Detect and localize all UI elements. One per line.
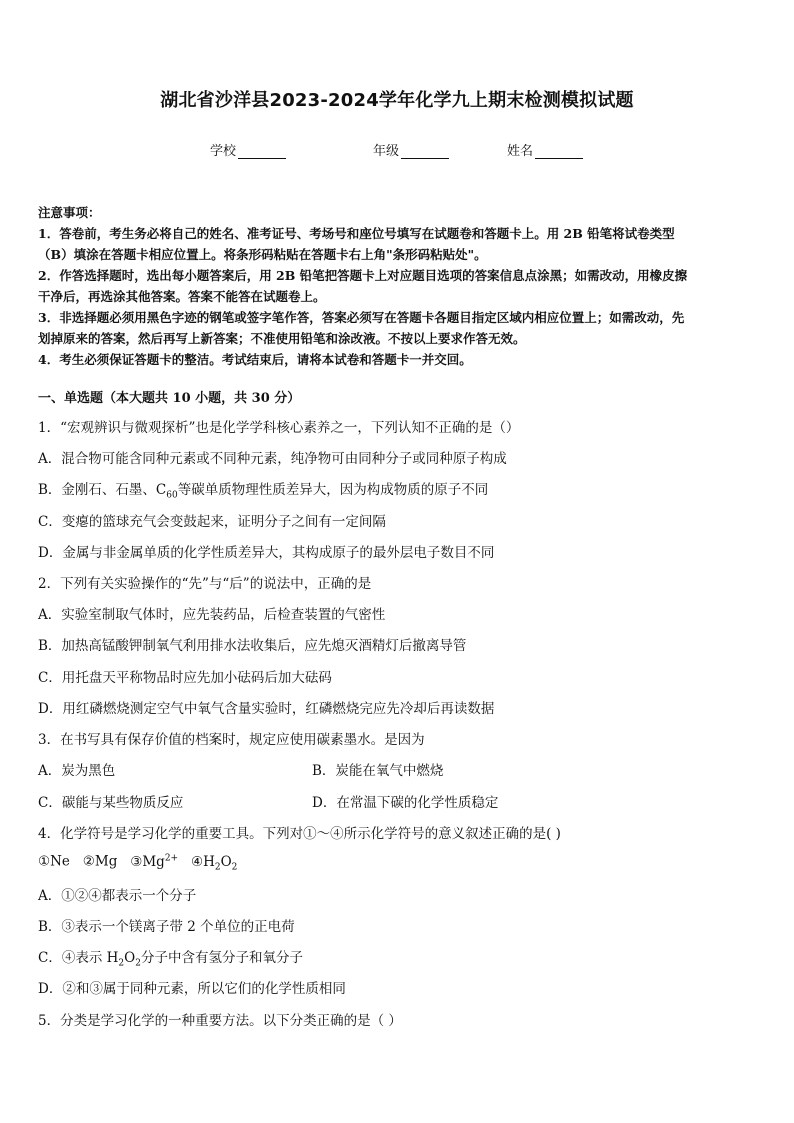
notes-block (38, 202, 758, 370)
q1-b-text-tail: 等碳单质物理性质差异大，因为构成物质的原子不同 (177, 482, 489, 498)
q2-stem: 2．下列有关实验操作的“先”与“后”的说法中，正确的是 (38, 576, 372, 592)
name-field (507, 140, 583, 159)
q2-option-d: D．用红磷燃烧测定空气中氧气含量实验时，红磷燃烧完应先冷却后再读数据 (38, 701, 495, 717)
notes-line: 3．非选择题必须用黑色字迹的钢笔或签字笔作答，答案必须写在答题卡各题目指定区域内相应位置上；如需改动，先 (38, 310, 685, 325)
q1-b-text: B．金刚石、石墨、C (38, 482, 167, 498)
q1-b-subscript: 60 (166, 490, 178, 501)
q4-c-o: O (124, 950, 136, 966)
notes-line: 划掉原来的答案，然后再写上新答案；不准使用铅笔和涂改液。不按以上要求作答无效。 (38, 331, 526, 346)
q1-stem: 1．“宏观辨识与微观探析”也是化学学科核心素养之一，下列认知不正确的是（） (38, 420, 520, 436)
q1-option-d: D．金属与非金属单质的化学性质差异大，其构成原子的最外层电子数目不同 (38, 545, 495, 561)
school-label: 学校 (210, 144, 237, 159)
q4-c-sub1: 2 (118, 958, 125, 969)
q1-option-a: A．混合物可能含同种元素或不同种元素，纯净物可由同种分子或同种原子构成 (38, 451, 507, 467)
notes-line: 2．作答选择题时，选出每小题答案后，用 2B 铅笔把答题卡上对应题目选项的答案信息点涂黑；如需改动，用橡皮擦 (38, 268, 688, 283)
q3-stem: 3．在书写具有保存价值的档案时，规定应使用碳素墨水。是因为 (38, 732, 425, 748)
q4-symbols (38, 853, 237, 872)
q4-symbol-3-charge: 2+ (164, 853, 179, 863)
q4-symbol-1: ①Ne (38, 853, 70, 870)
q4-symbol-4 (190, 853, 238, 873)
school-field (210, 140, 286, 159)
q1-option-c: C．变瘪的篮球充气会变鼓起来，证明分子之间有一定间隔 (38, 514, 386, 530)
page-title: 湖北省沙洋县2023-2024学年化学九上期末检测模拟试题 (160, 90, 634, 111)
grade-label: 年级 (373, 144, 400, 159)
q2-option-c: C．用托盘天平称物品时应先加小砝码后加大砝码 (38, 670, 332, 686)
grade-field (373, 140, 449, 159)
name-label: 姓名 (507, 144, 534, 159)
q4-symbol-4-sub1: 2 (214, 862, 221, 873)
q2-option-a: A．实验室制取气体时，应先装药品，后检查装置的气密性 (38, 607, 386, 623)
q4-c-text: C．④表示 H (38, 950, 119, 966)
q4-option-b: B．③表示一个镁离子带 2 个单位的正电荷 (38, 919, 295, 935)
grade-blank (401, 144, 449, 159)
section-heading: 一、单选题（本大题共 10 小题，共 30 分） (38, 391, 301, 406)
q4-symbol-4-h: ④H (190, 853, 215, 870)
notes-line: 1．答卷前，考生务必将自己的姓名、准考证号、考场号和座位号填写在试题卷和答题卡上。用 2B 铅笔将试卷类型 (38, 226, 675, 241)
q2-option-b: B．加热高锰酸钾制氧气利用排水法收集后，应先熄灭酒精灯后撤离导管 (38, 638, 467, 654)
notes-line: （B）填涂在答题卡相应位置上。将条形码粘贴在答题卡右上角"条形码粘贴处"。 (38, 247, 487, 262)
notes-line: 干净后，再选涂其他答案。答案不能答在试题卷上。 (38, 289, 326, 304)
q4-symbol-3-text: ③Mg (130, 853, 165, 870)
q3-option-c: C．碳能与某些物质反应 (38, 795, 184, 811)
q4-c-sub2: 2 (135, 958, 141, 969)
student-info-row (0, 140, 794, 160)
q4-option-d: D．②和③属于同种元素，所以它们的化学性质相同 (38, 981, 346, 997)
q3-option-a: A．炭为黑色 (38, 763, 116, 779)
q4-symbol-3 (130, 854, 178, 870)
q4-option-a: A．①②④都表示一个分子 (38, 888, 197, 904)
q4-c-tail: 分子中含有氢分子和氧分子 (140, 950, 303, 966)
q4-symbol-4-o: O (220, 853, 232, 870)
q3-option-d: D．在常温下碳的化学性质稳定 (312, 795, 499, 811)
q4-stem: 4．化学符号是学习化学的重要工具。下列对①～④所示化学符号的意义叙述正确的是( ) (38, 826, 561, 842)
notes-heading: 注意事项： (38, 205, 101, 220)
q4-option-c (38, 946, 303, 969)
q1-option-b (38, 478, 488, 501)
school-blank (238, 144, 286, 159)
q4-symbol-4-sub2: 2 (231, 862, 238, 873)
q5-stem: 5．分类是学习化学的一种重要方法。以下分类正确的是（ ） (38, 1013, 402, 1029)
notes-line: 4．考生必须保证答题卡的整洁。考试结束后，请将本试卷和答题卡一并交回。 (38, 352, 472, 367)
q4-symbol-2: ②Mg (82, 853, 118, 870)
q3-option-b: B．炭能在氧气中燃烧 (312, 763, 444, 779)
name-blank (535, 144, 583, 159)
